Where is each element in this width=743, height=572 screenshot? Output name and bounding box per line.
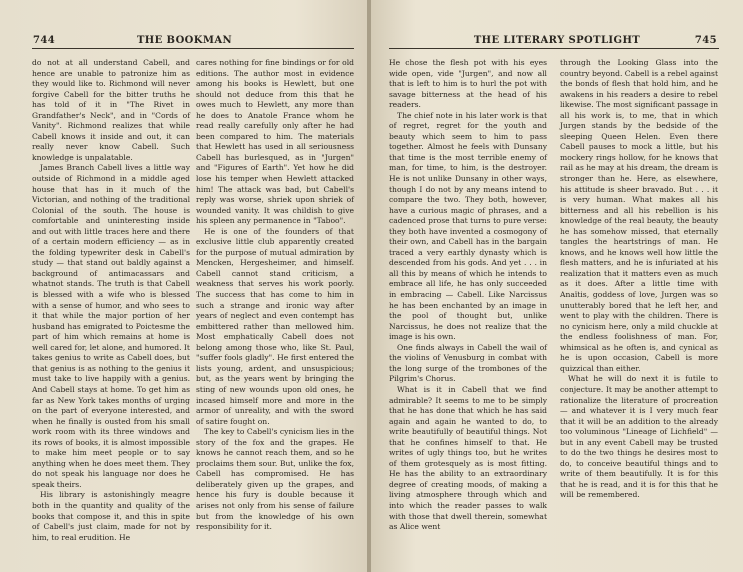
- left-page: [0, 0, 369, 572]
- right-page: [371, 0, 743, 572]
- header-rule-right: [389, 48, 719, 49]
- column-1: [32, 58, 190, 543]
- paragraph: What is it in Cabell that we find admirable? It seems to me to be simply that he has done that which he has said again and again he wanted to do, to write beautifully of beautiful things. Not that he confines himself to that. He writes of ugly things too, but he writes of them grotesquely as is most fitting. He has the ability to an extraordinary degree of creating moods, of making a living atmosphere through which and into which the reader passes to walk with those that dwell therein, somewhat as Alice went: [389, 384, 547, 532]
- paragraph: through the Looking Glass into the country beyond. Cabell is a rebel against the bonds of flesh that hold him, and he awakens in his readers a desire to rebel likewise. The most significant passage in all his work is, to me, that in which Jurgen stands by the bedside of the sleeping Queen Helen. Even there Cabell pauses to mock a little, but his mockery rings hollow, for he knows that rail as he may at his dream, the dream is stronger than he. Here, as elsewhere, his attitude is sheer bravado. But . . . it is very human. What makes all his bitterness and all his rebellion is his knowledge of the real beauty, the beauty he has somehow missed, that eternally tangles the heartstrings of man. He knows, and he knows well how little the flesh matters, and he is infuriated at his realization that it matters even as much as it does. After a little time with Anaïtis, goddess of love, Jurgen was so unutterably bored that he left her, and went to play with the children. There is no cynicism here, only a mild chuckle at the endless foolishness of man. For, whimsical as he often is, and cynical as he is upon occasion, Cabell is more quizzical than either.: [560, 58, 718, 373]
- running-head-right: THE LITERARY SPOTLIGHT: [473, 35, 641, 46]
- paragraph: He is one of the founders of that exclusive little club apparently created for the purpose of mutual admiration by Mencken, Hergesheimer, and himself. Cabell cannot stand criticism, a weakness that serves his work poorly. The success that has come to him in such a strange and ironic way after years of neglect and even contempt has embittered rather than mellowed him. Most emphatically Cabell does not belong among those who, like St. Paul, "suffer fools gladly". He first entered the lists young, ardent, and unsuspicious; but, as the years went by bringing the sting of new wounds upon old ones, he incased himself more and more in the armor of unreality, and with the sword of satire fought on.: [196, 226, 354, 426]
- paragraph: What he will do next it is futile to conjecture. It may be another attempt to rationalize the literature of procreation — and whatever it is I very much fear that it will be an addition to the already too voluminous "Lineage of Lichfield" — but in any event Cabell may be trusted to do the two things he desires most to do, to conceive beautiful things and to write of them beautifully. It is for this that he is read, and it is for this that he will be remembered.: [560, 374, 718, 500]
- column-3: [389, 58, 547, 533]
- paragraph: The chief note in his later work is that of regret, regret for the youth and beauty which seem to him to pass together. Almost he feels with Dunsany that time is the most terrible enemy of man, for time, to him, is the destroyer. He is not unlike Dunsany in other ways, though I do not by any means intend to compare the two. They both, however, have a curious magic of phrases, and a cadenced prose that turns to pure verse: they both have invented a cosmogony of their own, and Cabell has in the bargain traced a very earthly dynasty which is descended from his gods. And yet . . . in all this by means of which he intends to embrace all life, he has only succeeded in embracing — Cabell. Like Narcissus he has been enchanted by an image in the pool of thought but, unlike Narcissus, he does not realize that the image is his own.: [389, 110, 547, 342]
- column-2: [196, 58, 354, 533]
- paragraph: One finds always in Cabell the wail of the violins of Venusburg in combat with the long surge of the trombones of the Pilgrim's Chorus.: [389, 342, 547, 384]
- running-head-left: THE BOOKMAN: [136, 35, 233, 46]
- paragraph: do not at all understand Cabell, and hence are unable to patronize him as they would like to. Richmond will never forgive Cabell for the bitter truths he has told of it in "The Rivet in Grandfather's Neck", and in "Cords of Vanity". Richmond realizes that while Cabell knows it inside and out, it can really never know Cabell. Such knowledge is unpalatable.: [32, 58, 190, 162]
- paragraph: James Branch Cabell lives a little way outside of Richmond in a middle aged house that has in it much of the Victorian, and nothing of the traditional Colonial of the south. The house is comfortable and uninteresting inside and out with little traces here and there of a certain modern efficiency — as in the folding typewriter desk in Cabell's study — that stand out baldly against a background of antimacassars and whatnot stands. The truth is that Cabell is blessed with a wife who is blessed with a sense of humor, and who sees to it that while the major portion of her husband has emigrated to Poictesme the part of him which remains at home is well cared for, let alone, and humored. It takes genius to write as Cabell does, but that genius is as nothing to the genius it must take to live happily with a genius. And Cabell stays at home. To get him as far as New York takes months of urging on the part of everyone interested, and when he finally is ousted from his small work room with its three windows and its rows of books, it is almost impossible to make him meet people or to say anything when he does meet them. They do not speak his language nor does he speak theirs.: [32, 163, 190, 489]
- paragraph: His library is astonishingly meagre both in the quantity and quality of the books that compose it, and this in spite of Cabell's just claim, made for not by him, to real erudition. He: [32, 490, 190, 542]
- page-number-right: 745: [694, 35, 717, 46]
- page-number-left: 744: [33, 35, 56, 46]
- paragraph: cares nothing for fine bindings or for old editions. The author most in evidence among his books is Hewlett, but one should not deduce from this that he owes much to Hewlett, any more than he does to Anatole France whom he read really carefully only after he had been compared to him. The materials that Hewlett has used in all seriousness Cabell has burlesqued, as in "Jurgen" and "Figures of Earth". Yet how he did lose his temper when Hewlett attacked him! The attack was bad, but Cabell's reply was worse, shriek upon shriek of wounded vanity. It was childish to give his spleen any permanence in "Taboo".: [196, 58, 354, 226]
- header-rule-left: [32, 48, 354, 49]
- paragraph: He chose the flesh pot with his eyes wide open, vide "Jurgen", and now all that is left to him is to hurl the pot with savage bitterness at the head of his readers.: [389, 58, 547, 110]
- column-4: [560, 58, 718, 501]
- paragraph: The key to Cabell's cynicism lies in the story of the fox and the grapes. He knows he cannot reach them, and so he proclaims them sour. But, unlike the fox, Cabell has compromised. He has deliberately given up the grapes, and hence his fury is double because it arises not only from his sense of failure but from the knowledge of his own responsibility for it.: [196, 427, 354, 532]
